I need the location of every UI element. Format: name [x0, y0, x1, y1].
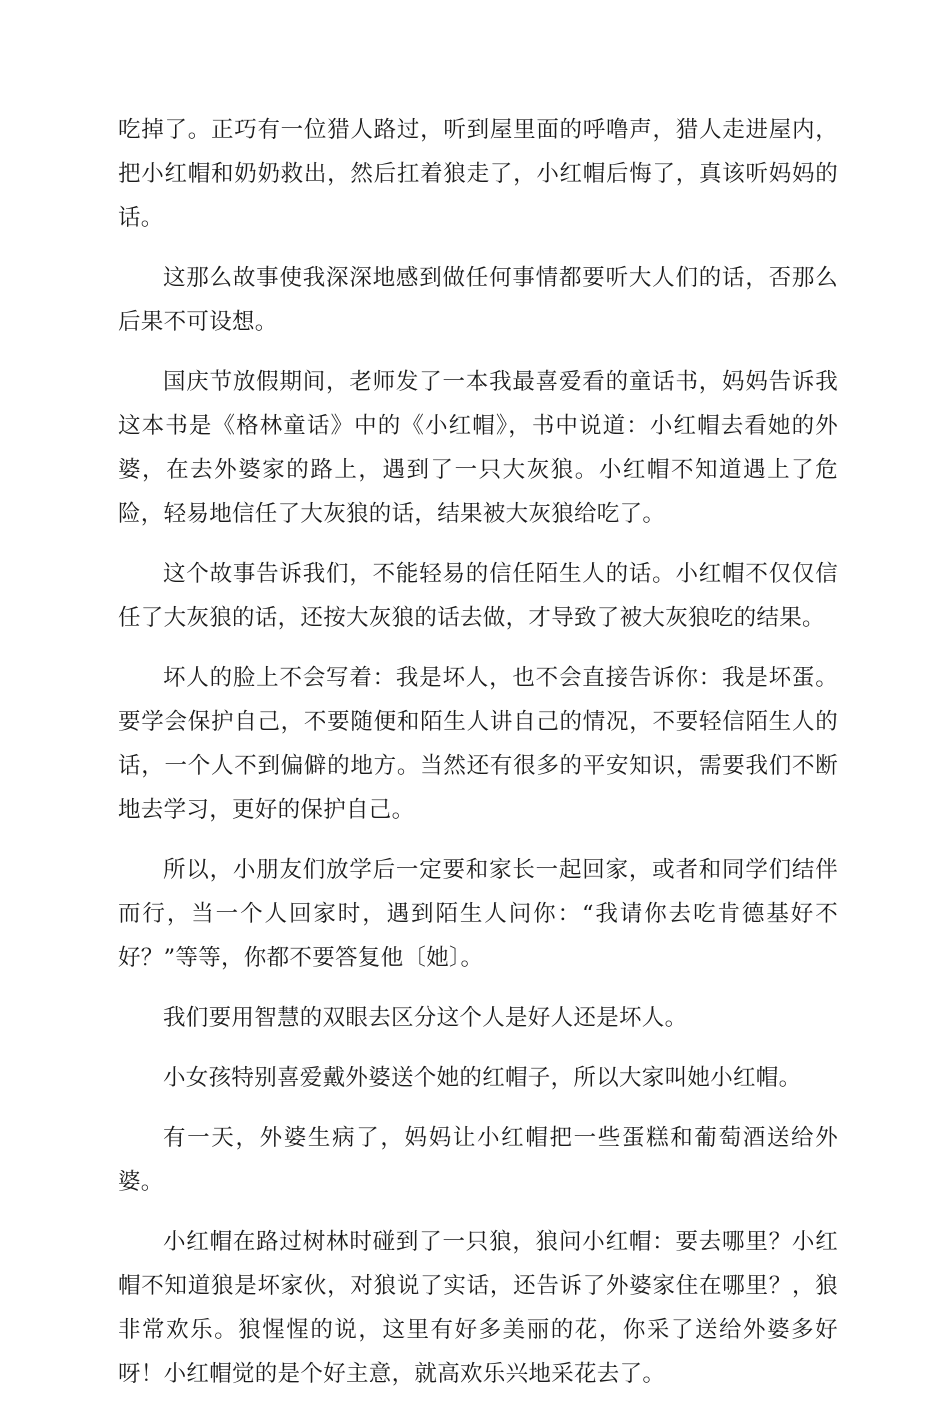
paragraph-1: 吃掉了。正巧有一位猎人路过，听到屋里面的呼噜声，猎人走进屋内，把小红帽和奶奶救出，然后扛着狼走了，小红帽后悔了，真该听妈妈的话。	[118, 117, 838, 231]
paragraph-9: 有一天，外婆生病了，妈妈让小红帽把一些蛋糕和葡萄酒送给外婆。	[118, 1125, 838, 1195]
paragraph-6: 所以，小朋友们放学后一定要和家长一起回家，或者和同学们结伴而行，当一个人回家时，遇到陌生人问你：“我请你去吃肯德基好不好？”等等，你都不要答复他〔她〕。	[118, 857, 838, 971]
paragraph-4: 这个故事告诉我们，不能轻易的信任陌生人的话。小红帽不仅仅信任了大灰狼的话，还按大灰狼的话去做，才导致了被大灰狼吃的结果。	[118, 561, 838, 631]
paragraph-2: 这那么故事使我深深地感到做任何事情都要听大人们的话，否那么后果不可设想。	[118, 265, 838, 335]
paragraph-5: 坏人的脸上不会写着：我是坏人，也不会直接告诉你：我是坏蛋。要学会保护自己，不要随便和陌生人讲自己的情况，不要轻信陌生人的话，一个人不到偏僻的地方。当然还有很多的平安知识，需要我们不断地去学习，更好的保护自己。	[118, 665, 838, 823]
paragraph-7: 我们要用智慧的双眼去区分这个人是好人还是坏人。	[163, 1005, 688, 1031]
document-body	[118, 108, 838, 1412]
paragraph-3: 国庆节放假期间，老师发了一本我最喜爱看的童话书，妈妈告诉我这本书是《格林童话》中的《小红帽》，书中说道：小红帽去看她的外婆，在去外婆家的路上，遇到了一只大灰狼。小红帽不知道遇上了危险，轻易地信任了大灰狼的话，结果被大灰狼给吃了。	[118, 369, 838, 527]
paragraph-10: 小红帽在路过树林时碰到了一只狼，狼问小红帽：要去哪里？小红帽不知道狼是坏家伙，对狼说了实话，还告诉了外婆家住在哪里？，狼非常欢乐。狼惺惺的说，这里有好多美丽的花，你采了送给外婆多好呀！小红帽觉的是个好主意，就高欢乐兴地采花去了。	[118, 1229, 838, 1387]
paragraph-8: 小女孩特别喜爱戴外婆送个她的红帽子，所以大家叫她小红帽。	[163, 1065, 802, 1091]
